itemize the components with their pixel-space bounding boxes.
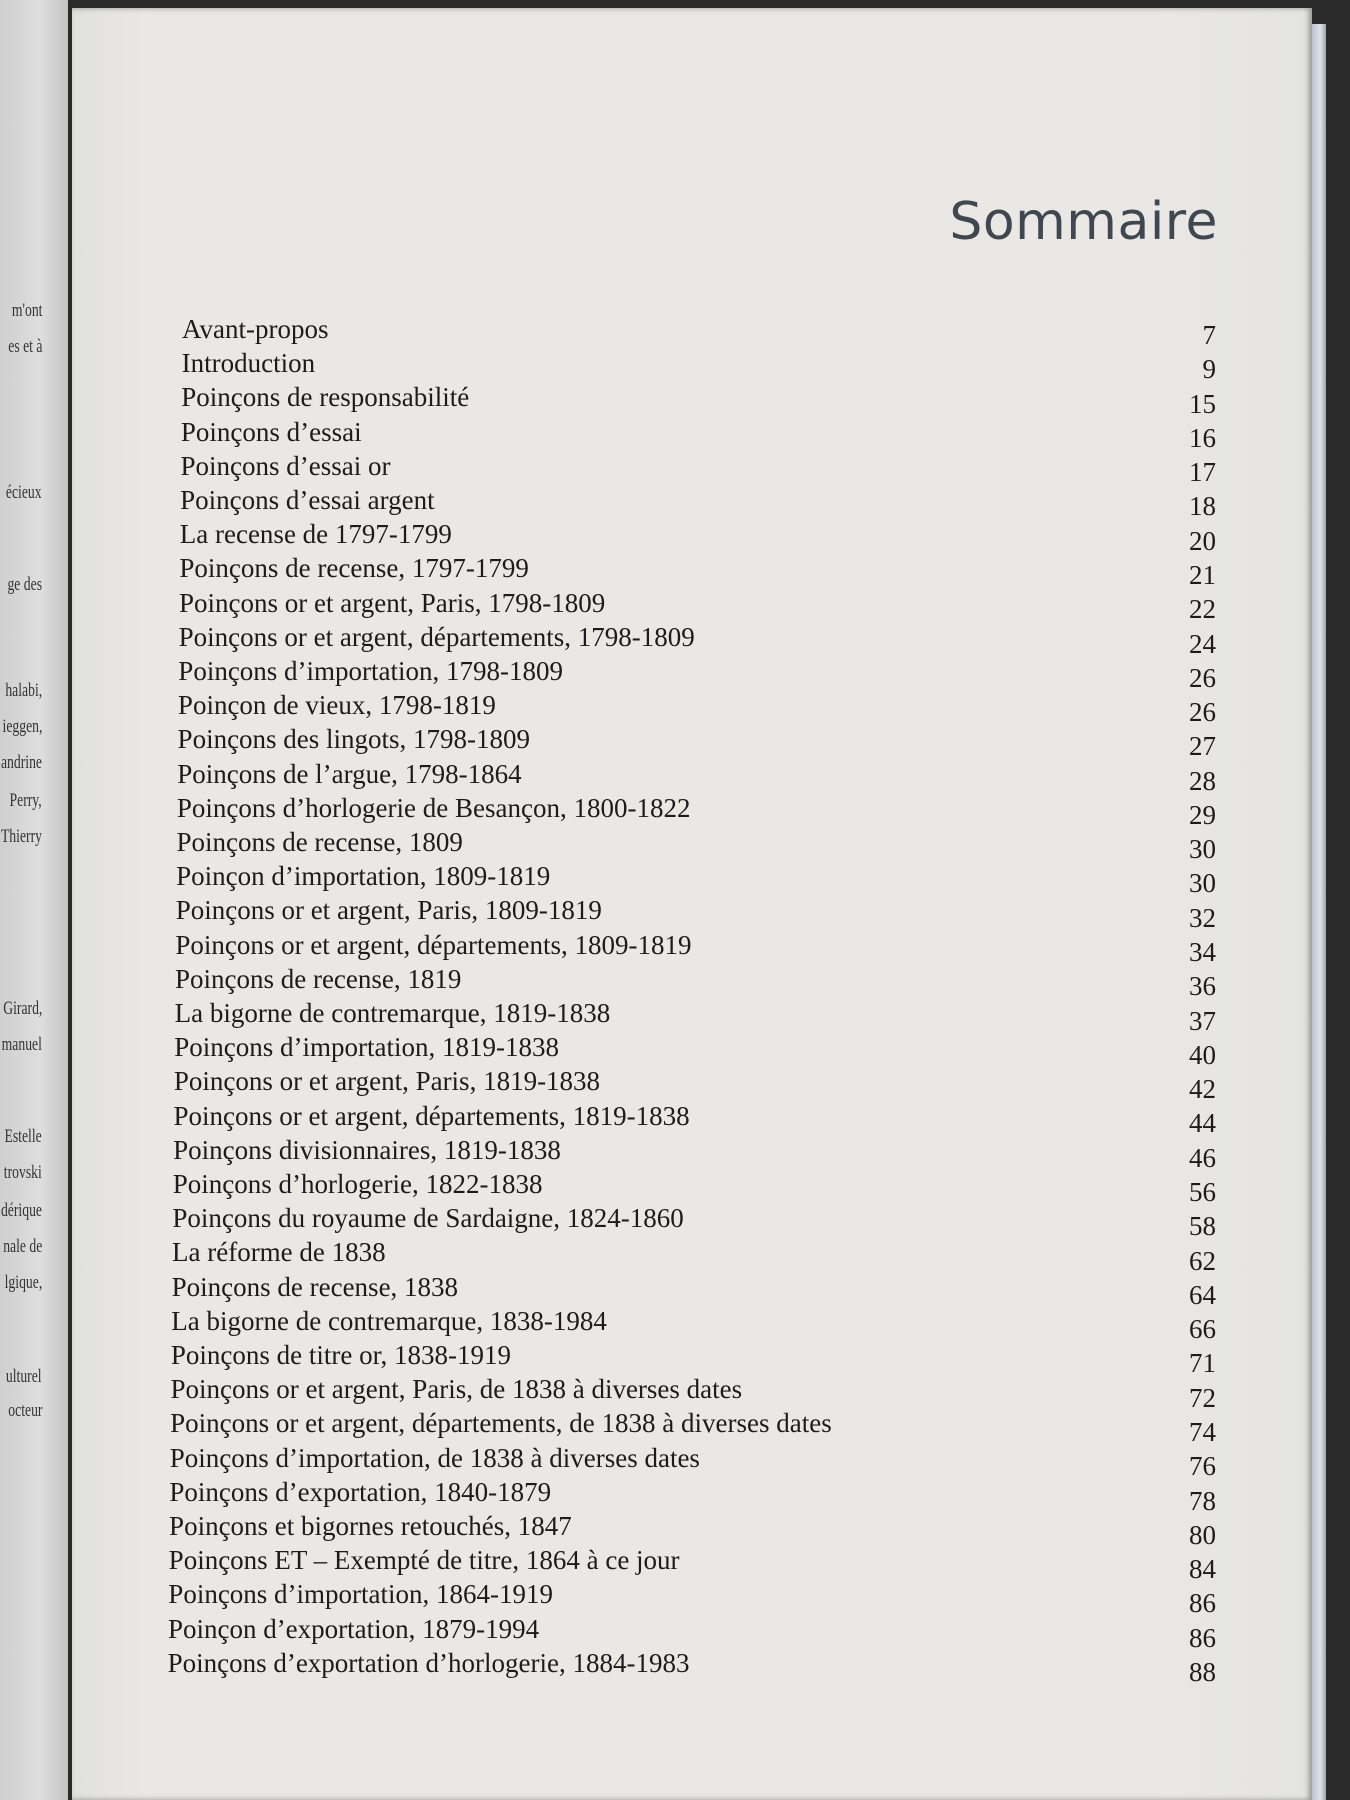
toc-entry [0,1647,1350,1694]
left-page-fragment: es et à [7,336,42,357]
toc-entry-title: Poinçon d’importation, 1809-1819 [176,861,551,892]
toc-entry-page: 78 [1189,1485,1216,1516]
toc-entry-page: 27 [1189,731,1216,762]
toc-entry-page: 88 [1189,1656,1216,1687]
toc-entry-title: Poinçons or et argent, départements, 1819-1838 [173,1100,690,1131]
toc-entry-title: Poinçons d’horlogerie de Besançon, 1800-1822 [176,792,691,823]
toc-entry-page: 28 [1189,765,1216,796]
toc-entry-page: 37 [1189,1005,1216,1036]
toc-entry-page: 86 [1189,1622,1216,1653]
toc-entry-title: Poinçons de recense, 1797-1799 [179,553,529,584]
toc-entry-page: 17 [1189,457,1216,488]
toc-entry-title: Poinçons des lingots, 1798-1809 [177,724,531,755]
toc-entry-title: Poinçons or et argent, départements, 1798-1809 [178,621,695,652]
toc-entry-title: Poinçons de titre or, 1838-1919 [170,1340,512,1370]
toc-entry-page: 46 [1189,1142,1216,1173]
toc-entry-page: 86 [1189,1588,1216,1619]
toc-entry-page: 44 [1189,1108,1216,1139]
toc-entry-title: Poinçons or et argent, Paris, 1819-1838 [173,1066,601,1097]
toc-entry-page: 80 [1189,1519,1216,1550]
toc-entry-page: 22 [1189,594,1216,625]
toc-entry-page: 20 [1189,525,1216,556]
toc-entry-page: 30 [1189,834,1216,865]
toc-entry-title: Poinçons de recense, 1819 [174,963,462,994]
toc-entry-title: Poinçons d’essai or [180,450,391,481]
page-title: Sommaire [949,192,1218,252]
toc-entry-title: Avant-propos [182,314,329,344]
toc-entry-title: Introduction [181,348,316,379]
toc-entry-title: Poinçons or et argent, Paris, de 1838 à diverses dates [170,1374,743,1405]
toc-entry-page: 29 [1189,799,1216,830]
toc-entry-page: 64 [1189,1279,1216,1310]
toc-entry-title: Poinçons de recense, 1838 [171,1271,459,1302]
toc-entry-title: Poinçons d’importation, 1819-1838 [174,1032,559,1063]
toc-entry-title: Poinçons d’exportation, 1840-1879 [169,1476,552,1507]
left-page-fragment: trovski [3,1162,42,1183]
left-page-fragment: Perry, [9,790,42,811]
toc-entry-title: Poinçons or et argent, départements, de 1838 à diverses dates [170,1408,832,1439]
toc-entry-page: 58 [1189,1211,1216,1242]
toc-entry-title: Poinçons de recense, 1809 [176,827,463,857]
left-page-fragment: m'ont [11,300,42,321]
toc-entry-title: Poinçons d’essai [180,416,362,447]
left-page-fragment: écieux [6,482,42,503]
left-page-fragment: lgique, [4,1272,42,1293]
toc-entry-page: 74 [1189,1416,1216,1447]
toc-entry-page: 76 [1189,1451,1216,1482]
toc-entry-page: 71 [1189,1348,1216,1379]
toc-entry-page: 7 [1202,320,1216,350]
left-page-fragment: Thierry [0,826,42,847]
left-page-fragment: halabi, [5,680,42,701]
toc-entry-page: 36 [1189,971,1216,1002]
toc-entry-title: Poinçons ET – Exempté de titre, 1864 à ce jour [168,1545,680,1576]
toc-entry-title: La réforme de 1838 [172,1237,386,1268]
toc-entry-page: 26 [1189,662,1216,693]
toc-entry-page: 24 [1189,628,1216,659]
toc-entry-page: 84 [1189,1554,1216,1585]
toc-entry-page: 42 [1189,1074,1216,1105]
toc-entry-title: Poinçons or et argent, Paris, 1798-1809 [179,587,606,618]
toc-entry-page: 34 [1189,937,1216,968]
toc-entry-title: La bigorne de contremarque, 1819-1838 [174,998,611,1028]
toc-entry-title: Poinçons divisionnaires, 1819-1838 [173,1134,561,1165]
toc-entry-page: 21 [1189,559,1216,590]
left-page-fragment: ieggen, [2,716,42,737]
toc-entry-title: Poinçons de l’argue, 1798-1864 [177,758,522,789]
toc-entry-title: Poinçons d’importation, 1864-1919 [168,1579,554,1610]
toc-entry-title: Poinçons or et argent, Paris, 1809-1819 [175,895,602,926]
toc-entry-title: Poinçons d’essai argent [180,485,435,515]
toc-entry-title: Poinçon de vieux, 1798-1819 [177,690,496,721]
left-page-fragment: dérique [0,1200,42,1221]
toc-entry-page: 40 [1189,1039,1216,1070]
left-page-fragment: octeur [7,1400,42,1421]
toc-entry-page: 9 [1202,354,1216,385]
left-page-fragment: Girard, [2,998,42,1019]
left-page-fragment: andrine [0,752,42,773]
toc-entry-title: Poinçons et bigornes retouchés, 1847 [169,1511,572,1541]
toc-entry-title: Poinçons de responsabilité [181,382,470,413]
toc-entry-page: 30 [1189,868,1216,899]
toc-entry-page: 56 [1189,1177,1216,1207]
toc-entry-title: Poinçon d’exportation, 1879-1994 [167,1613,540,1644]
left-page-fragment: nale de [2,1236,42,1257]
toc-entry-title: Poinçons d’importation, 1798-1809 [178,656,564,686]
toc-entry-title: La bigorne de contremarque, 1838-1984 [171,1305,607,1336]
left-page-fragment: ulturel [6,1366,42,1387]
toc-entry-title: Poinçons d’horlogerie, 1822-1838 [172,1169,543,1199]
toc-entry-title: Poinçons d’exportation d’horlogerie, 1884-1983 [167,1647,690,1678]
toc-entry-page: 32 [1189,902,1216,933]
toc-entry-title: La recense de 1797-1799 [179,519,452,550]
toc-entry-page: 16 [1189,422,1216,453]
toc-entry-page: 66 [1189,1314,1216,1345]
toc-entry-page: 15 [1189,388,1216,419]
toc-entry-page: 72 [1189,1382,1216,1413]
toc-entry-page: 26 [1189,697,1216,728]
toc-entry-title: Poinçons du royaume de Sardaigne, 1824-1860 [172,1203,684,1234]
left-page-fragment: ge des [7,574,42,595]
left-page-fragment: Estelle [4,1126,42,1147]
toc-entry-page: 62 [1189,1245,1216,1276]
toc-entry-title: Poinçons or et argent, départements, 1809-1819 [175,929,692,960]
left-page-fragment: manuel [1,1034,42,1055]
toc-entry-title: Poinçons d’importation, de 1838 à diverses dates [169,1442,700,1473]
toc-entry-page: 18 [1189,491,1216,522]
